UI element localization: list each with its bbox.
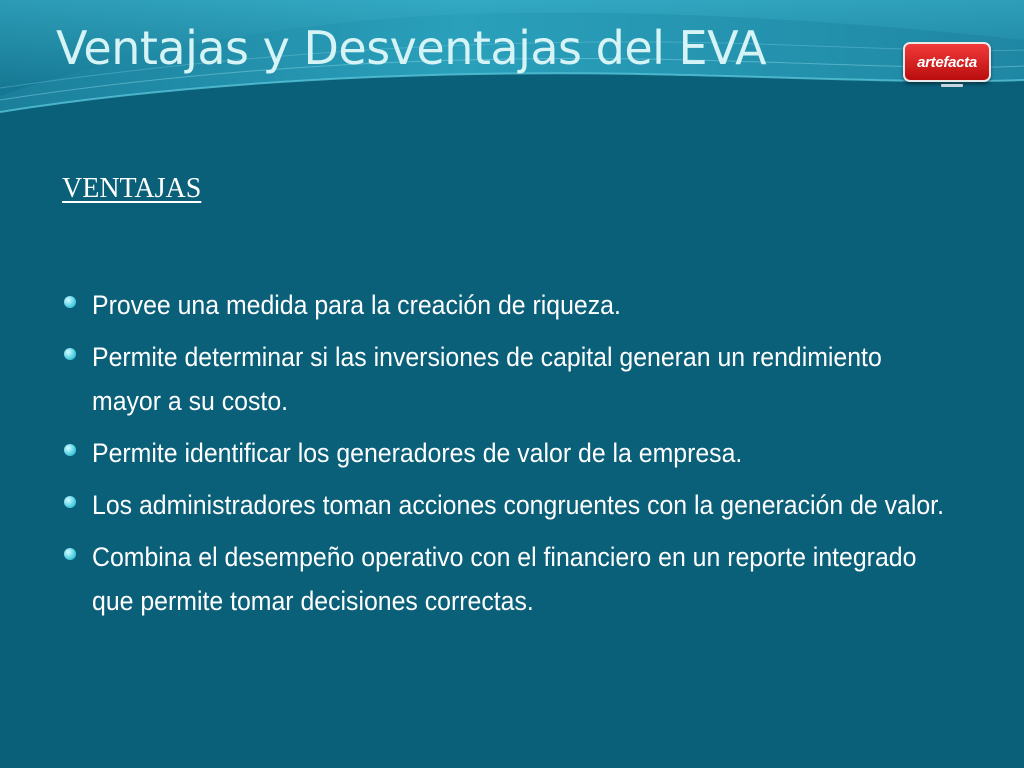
bullet-dot-icon [64, 296, 76, 308]
logo-text: artefacta [917, 53, 977, 71]
bullet-item [62, 431, 942, 475]
bullet-item [62, 335, 942, 423]
bullet-text: Los administradores toman acciones congruentes con la generación de valor. [92, 490, 944, 520]
bullet-dot-icon [64, 548, 76, 560]
bullet-item [62, 483, 942, 527]
bullet-text: Provee una medida para la creación de riqueza. [92, 290, 621, 320]
section-heading: VENTAJAS [62, 173, 202, 204]
logo-underline-decoration [941, 84, 963, 87]
bullet-dot-icon [64, 444, 76, 456]
bullet-item [62, 283, 942, 327]
bullet-dot-icon [64, 496, 76, 508]
bullet-text: Permite identificar los generadores de valor de la empresa. [92, 438, 743, 468]
bullet-text: Combina el desempeño operativo con el financiero en un reporte integrado que permite tomar decisiones correctas. [92, 542, 917, 616]
bullet-dot-icon [64, 348, 76, 360]
slide-title: Ventajas y Desventajas del EVA [56, 21, 767, 75]
bullet-text: Permite determinar si las inversiones de capital generan un rendimiento mayor a su costo. [92, 342, 882, 416]
bullet-item [62, 535, 942, 623]
artefacta-logo [903, 42, 991, 82]
bullet-list [62, 283, 942, 631]
